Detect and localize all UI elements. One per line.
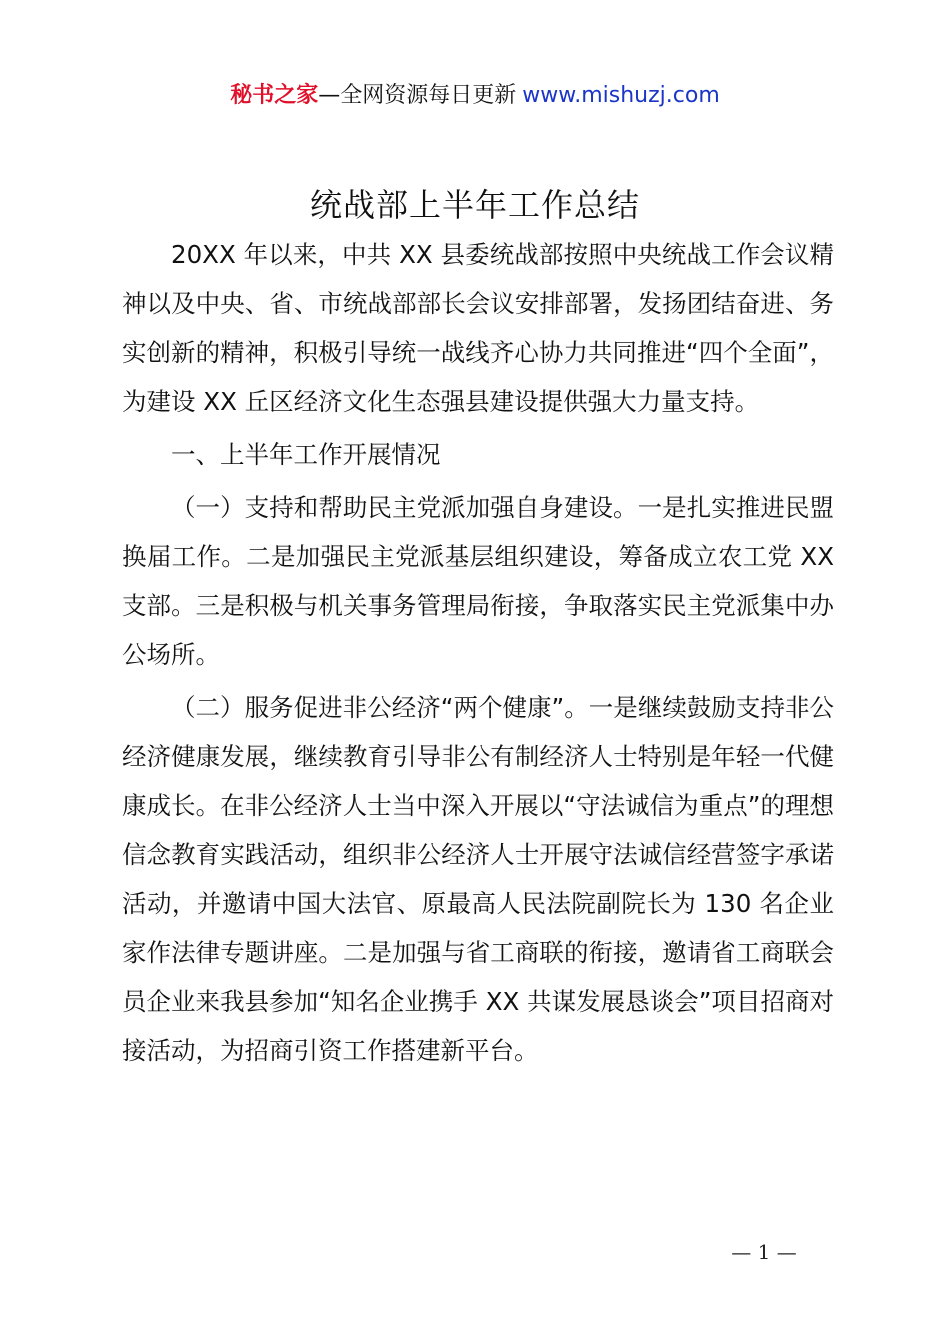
section-heading: 一、上半年工作开展情况 (171, 440, 441, 469)
header-dash: — (318, 83, 341, 108)
header-tagline: 全网资源每日更新 (340, 83, 517, 108)
website-link[interactable]: www.mishuzj.com (522, 83, 720, 108)
page-number: — 1 — (731, 1240, 797, 1264)
document-body (122, 230, 834, 1075)
brand-name: 秘书之家 (230, 83, 319, 108)
header-banner (0, 80, 950, 112)
body-paragraph: （二）服务促进非公经济“两个健康”。一是继续鼓励支持非公经济健康发展，继续教育引导非公有制经济人士特别是年轻一代健康成长。在非公经济人士当中深入开展以“守法诚信为重点”的理想信念教育实践活动，组织非公经济人士开展守法诚信经营签字承诺活动，并邀请中国大法官、原最高人民法院副院长为 130 名企业家作法律专题讲座。二是加强与省工商联的衔接，邀请省工商联会员企业来我县参加“知名企业携手 XX 共谋发展恳谈会”项目招商对接活动，为招商引资工作搭建新平台。 (122, 693, 834, 1065)
document-title: 统战部上半年工作总结 (309, 186, 640, 224)
intro-paragraph: 20XX 年以来，中共 XX 县委统战部按照中央统战工作会议精神以及中央、省、市统战部部长会议安排部署，发扬团结奋进、务实创新的精神，积极引导统一战线齐心协力共同推进“四个全面”，为建设 XX 丘区经济文化生态强县建设提供强大力量支持。 (122, 240, 834, 416)
body-paragraph: （一）支持和帮助民主党派加强自身建设。一是扎实推进民盟换届工作。二是加强民主党派基层组织建设，筹备成立农工党 XX 支部。三是积极与机关事务管理局衔接，争取落实民主党派集中办公场所。 (122, 493, 834, 669)
